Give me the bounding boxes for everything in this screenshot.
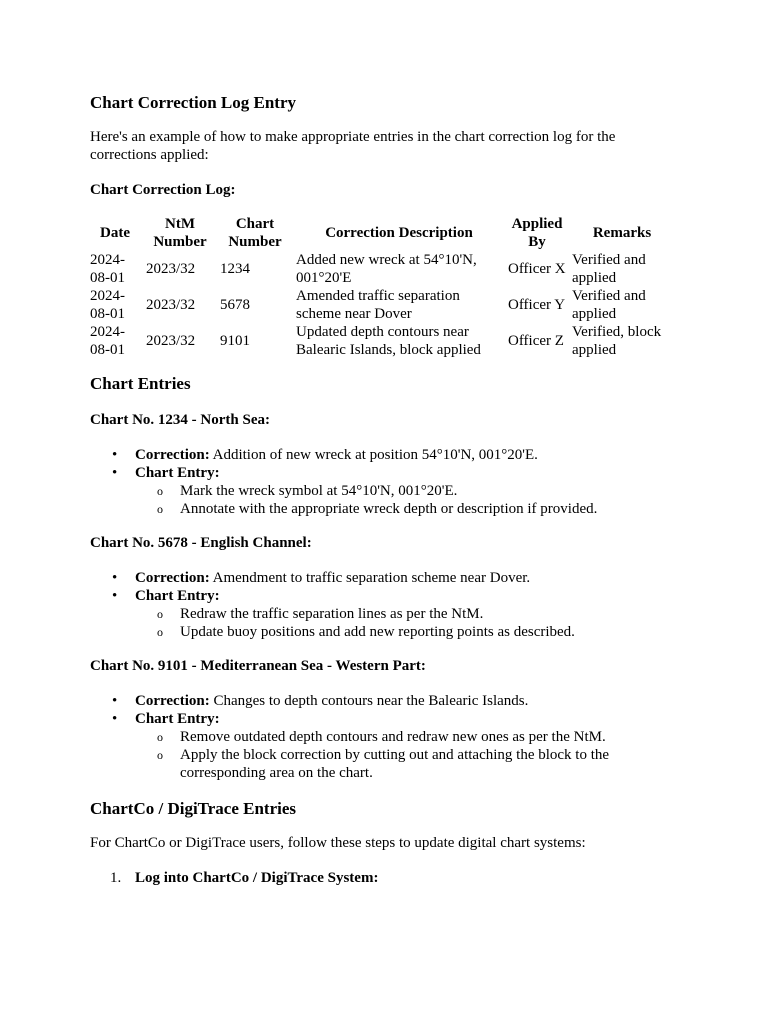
correction-label: Correction: — [135, 447, 210, 463]
correction-text: Amendment to traffic separation scheme near Dover. — [209, 570, 531, 586]
cell-applied-by: Officer X — [508, 261, 566, 277]
cell-description: Added new wreck at 54°10'N, 001°20'E — [296, 252, 477, 286]
list-item — [90, 569, 678, 587]
correction-label: Correction: — [135, 570, 210, 586]
cell-applied-by: Officer Y — [508, 297, 566, 313]
sub-list-item: o Update buoy positions and add new reporting points as described. — [135, 623, 678, 641]
correction-text: Changes to depth contours near the Balearic Islands. — [209, 693, 529, 709]
table-row — [90, 323, 675, 359]
header-correction-description: Correction Description — [325, 225, 473, 241]
sub-list-item: o Remove outdated depth contours and redraw new ones as per the NtM. — [135, 728, 678, 746]
header-date: Date — [100, 225, 130, 241]
chart-5678-heading: Chart No. 5678 - English Channel: — [90, 535, 312, 551]
cell-ntm-number: 2023/32 — [146, 333, 196, 349]
cell-date: 2024-08-01 — [90, 288, 125, 322]
step-label: Log into ChartCo / DigiTrace System: — [135, 870, 379, 886]
correction-text: Addition of new wreck at position 54°10'N, 001°20'E. — [209, 447, 538, 463]
cell-ntm-number: 2023/32 — [146, 261, 196, 277]
chart-entry-label: Chart Entry: — [135, 465, 220, 481]
chart-9101-heading: Chart No. 9101 - Mediterranean Sea - Western Part: — [90, 658, 426, 674]
header-ntm-number: NtM Number — [153, 216, 207, 250]
header-chart-number: Chart Number — [228, 216, 282, 250]
digital-steps-list — [90, 869, 678, 887]
chart-1234-list — [90, 446, 678, 518]
cell-applied-by: Officer Z — [508, 333, 564, 349]
cell-remarks: Verified and applied — [572, 288, 646, 322]
list-item — [90, 446, 678, 464]
header-remarks: Remarks — [592, 225, 652, 241]
chart-entry-label: Chart Entry: — [135, 711, 220, 727]
cell-description: Updated depth contours near Balearic Islands, block applied — [296, 324, 481, 358]
numbered-step — [90, 869, 678, 887]
chart-entries-heading: Chart Entries — [90, 374, 191, 393]
sub-list — [135, 605, 678, 641]
correction-log-table — [90, 215, 675, 359]
cell-remarks: Verified and applied — [572, 252, 646, 286]
sub-list-item: o Apply the block correction by cutting out and attaching the block to the corresponding area on the chart. — [135, 746, 678, 782]
sub-list — [135, 482, 678, 518]
cell-date: 2024-08-01 — [90, 324, 125, 358]
sub-list-item: o Redraw the traffic separation lines as per the NtM. — [135, 605, 678, 623]
list-item — [90, 710, 678, 782]
log-heading: Chart Correction Log: — [90, 182, 236, 198]
intro-paragraph: Here's an example of how to make appropriate entries in the chart correction log for the corrections applied: — [90, 129, 616, 163]
digital-intro: For ChartCo or DigiTrace users, follow these steps to update digital chart systems: — [90, 835, 586, 851]
chart-1234-heading: Chart No. 1234 - North Sea: — [90, 412, 270, 428]
sub-list — [135, 728, 678, 782]
cell-remarks: Verified, block applied — [572, 324, 662, 358]
cell-chart-number: 9101 — [220, 333, 250, 349]
cell-chart-number: 1234 — [220, 261, 250, 277]
step-number: 1. — [110, 870, 122, 886]
table-header-row — [90, 215, 675, 251]
table-row — [90, 251, 675, 287]
cell-chart-number: 5678 — [220, 297, 250, 313]
sub-list-item: o Annotate with the appropriate wreck depth or description if provided. — [135, 500, 678, 518]
list-item — [90, 587, 678, 641]
digital-heading: ChartCo / DigiTrace Entries — [90, 799, 297, 818]
correction-label: Correction: — [135, 693, 210, 709]
list-item — [90, 692, 678, 710]
cell-date: 2024-08-01 — [90, 252, 125, 286]
header-applied-by: Applied By — [511, 216, 563, 250]
cell-ntm-number: 2023/32 — [146, 297, 196, 313]
chart-5678-list — [90, 569, 678, 641]
list-item — [90, 464, 678, 518]
chart-entry-label: Chart Entry: — [135, 588, 220, 604]
cell-description: Amended traffic separation scheme near Dover — [296, 288, 460, 322]
sub-list-item: o Mark the wreck symbol at 54°10'N, 001°20'E. — [135, 482, 678, 500]
chart-9101-list — [90, 692, 678, 782]
page-title: Chart Correction Log Entry — [90, 93, 297, 112]
table-row — [90, 287, 675, 323]
